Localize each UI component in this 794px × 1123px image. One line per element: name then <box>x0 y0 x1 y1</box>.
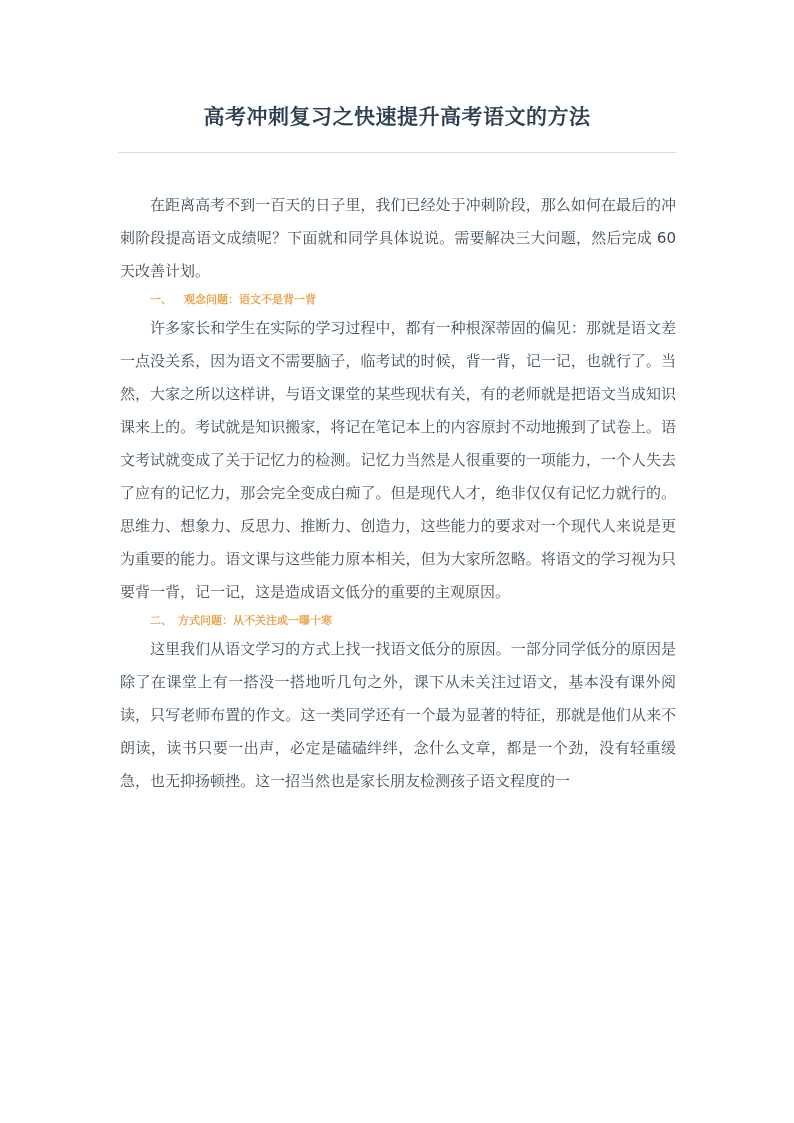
section-heading-text: 方式问题：从不关注或一曝十寒 <box>178 614 332 627</box>
section-heading-1 <box>120 290 676 310</box>
section-heading-2 <box>120 611 676 631</box>
article-body <box>120 189 676 798</box>
section-heading-text: 观念问题：语文不是背一背 <box>184 293 316 306</box>
intro-paragraph: 在距离高考不到一百天的日子里，我们已经处于冲刺阶段，那么如何在最后的冲刺阶段提高语文成绩呢？下面就和同学具体说说。需要解决三大问题，然后完成 60 天改善计划。 <box>120 196 676 280</box>
section-number: 一、 <box>150 293 172 306</box>
section-paragraph-2: 这里我们从语文学习的方式上找一找语文低分的原因。一部分同学低分的原因是除了在课堂上有一搭没一搭地听几句之外，课下从未关注过语文，基本没有课外阅读，只写老师布置的作文。这一类同学还有一个最为显著的特征，那就是他们从来不朗读，读书只要一出声，必定是磕磕绊绊，念什么文章，都是一个劲，没有轻重缓急，也无抑扬顿挫。这一招当然也是家长朋友检测孩子语文程度的一 <box>120 640 676 790</box>
section-paragraph-1: 许多家长和学生在实际的学习过程中，都有一种根深蒂固的偏见：那就是语文差一点没关系，因为语文不需要脑子，临考试的时候，背一背，记一记，也就行了。当然，大家之所以这样讲，与语文课堂的某些现状有关，有的老师就是把语文当成知识课来上的。考试就是知识搬家，将记在笔记本上的内容原封不动地搬到了试卷上。语文考试就变成了关于记忆力的检测。记忆力当然是人很重要的一项能力，一个人失去了应有的记忆力，那会完全变成白痴了。但是现代人才，绝非仅仅有记忆力就行的。思维力、想象力、反思力、推断力、创造力，这些能力的要求对一个现代人来说是更为重要的能力。语文课与这些能力原本相关，但为大家所忽略。将语文的学习视为只要背一背，记一记，这是造成语文低分的重要的主观原因。 <box>120 319 676 601</box>
page-title: 高考冲刺复习之快速提升高考语文的方法 <box>203 104 591 129</box>
title-divider <box>118 152 676 153</box>
section-number: 二、 <box>150 614 172 627</box>
